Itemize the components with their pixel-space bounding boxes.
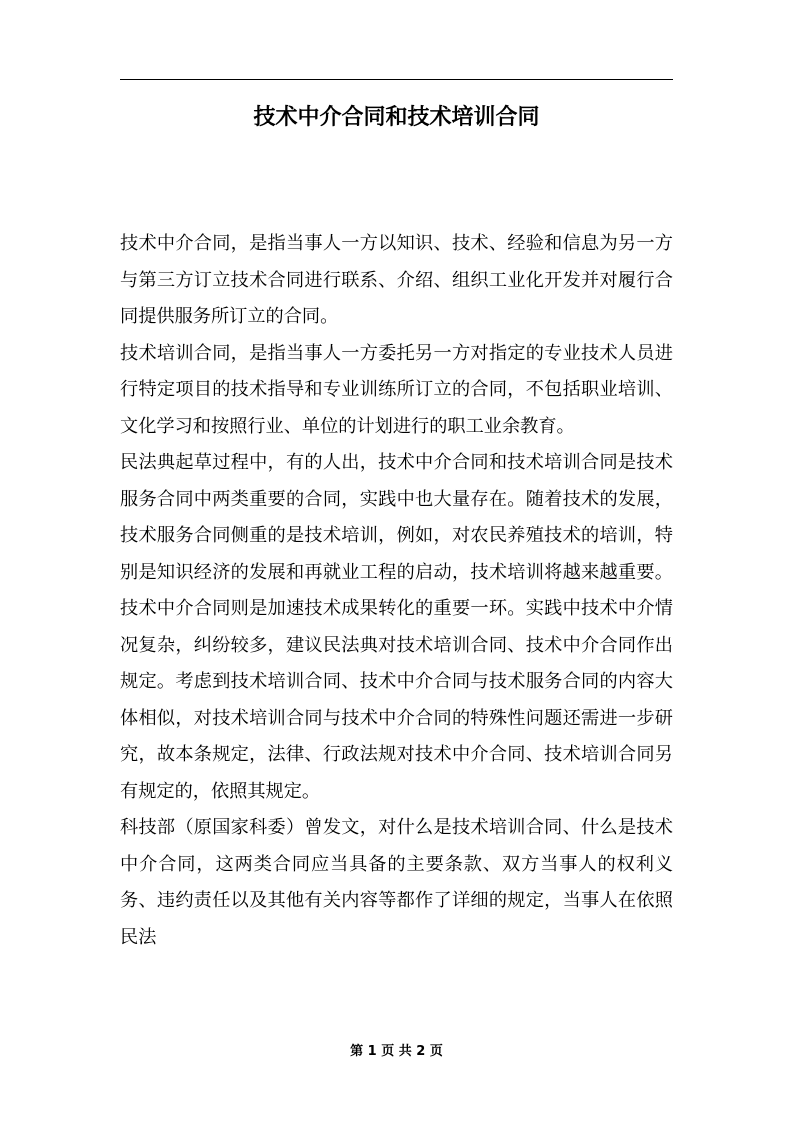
paragraph-civil-code-drafting: 民法典起草过程中，有的人出，技术中介合同和技术培训合同是技术服务合同中两类重要的合同，实践中也大量存在。随着技术的发展，技术服务合同侧重的是技术培训，例如，对农民养殖技术的培训，特别是知识经济的发展和再就业工程的启动，技术培训将越来越重要。技术中介合同则是加速技术成果转化的重要一环。实践中技术中介情况复杂，纠纷较多，建议民法典对技术培训合同、技术中介合同作出规定。考虑到技术培训合同、技术中介合同与技术服务合同的内容大体相似，对技术培训合同与技术中介合同的特殊性问题还需进一步研究，故本条规定，法律、行政法规对技术中介合同、技术培训合同另有规定的，依照其规定。	[120, 452, 673, 802]
header-rule	[120, 79, 673, 80]
document-title: 技术中介合同和技术培训合同	[253, 105, 540, 130]
paragraph-training-definition: 技术培训合同，是指当事人一方委托另一方对指定的专业技术人员进行特定项目的技术指导和专业训练所订立的合同，不包括职业培训、文化学习和按照行业、单位的计划进行的职工业余教育。	[120, 342, 673, 437]
document-body	[120, 226, 673, 956]
page-number: 第 1 页 共 2 页	[350, 1044, 443, 1059]
paragraph-intermediary-definition: 技术中介合同，是指当事人一方以知识、技术、经验和信息为另一方与第三方订立技术合同进行联系、介绍、组织工业化开发并对履行合同提供服务所订立的合同。	[120, 233, 673, 327]
paragraph-ministry-notice: 科技部（原国家科委）曾发文，对什么是技术培训合同、什么是技术中介合同，这两类合同应当具备的主要条款、双方当事人的权利义务、违约责任以及其他有关内容等都作了详细的规定，当事人在依照民法	[120, 817, 673, 948]
